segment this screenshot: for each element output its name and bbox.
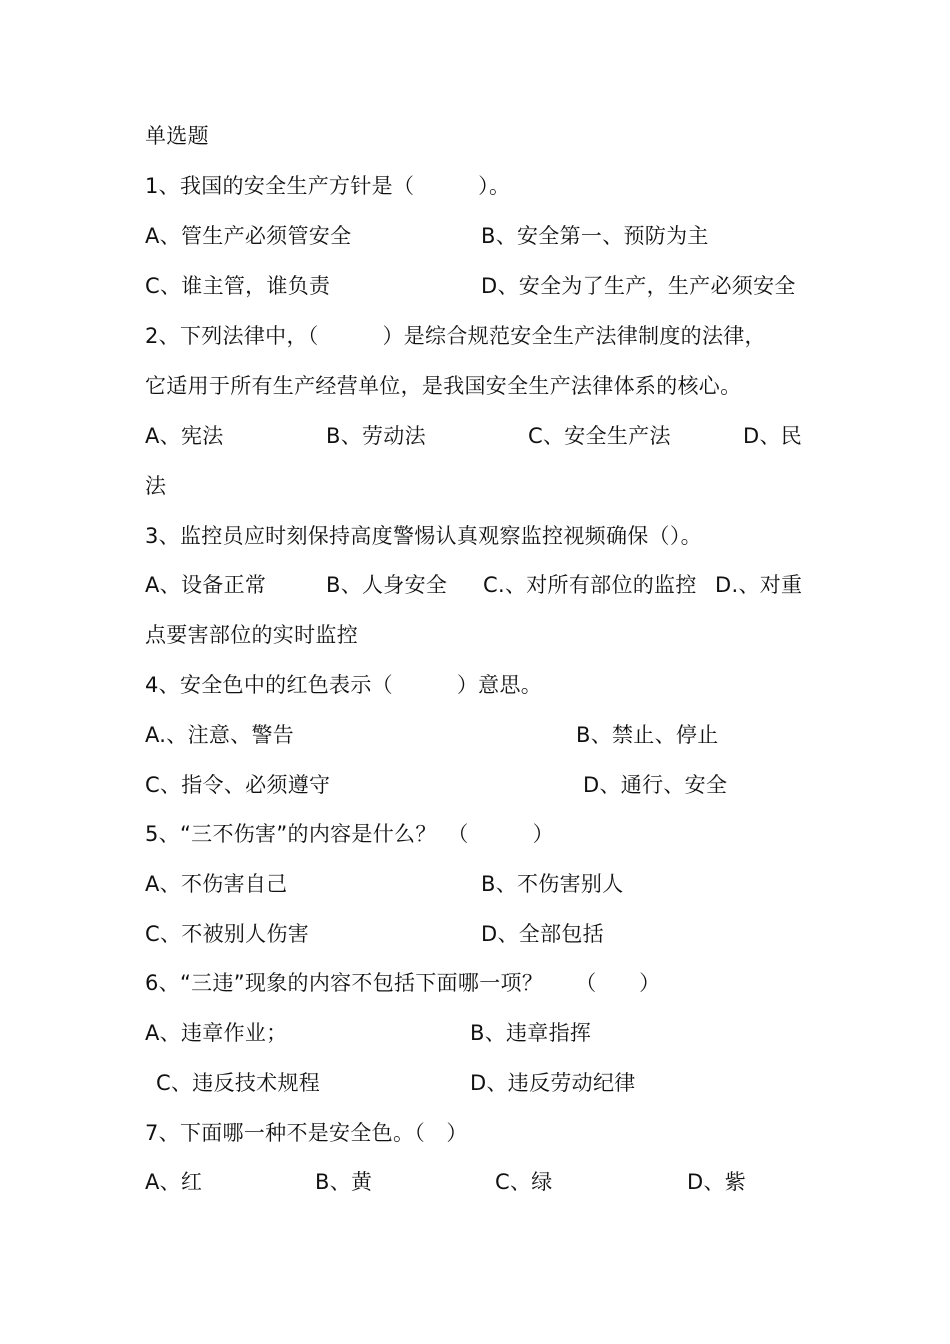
question-6-stem: 6、“三违”现象的内容不包括下面哪一项？ （ ） [145, 971, 661, 995]
question-1-option-b: B、安全第一、预防为主 [481, 224, 709, 248]
question-7-option-c: C、绿 [495, 1170, 553, 1194]
question-6-option-d: D、违反劳动纪律 [470, 1071, 636, 1095]
question-4-stem: 4、安全色中的红色表示（ ）意思。 [145, 673, 543, 697]
question-4-option-c: C、指令、必须遵守 [145, 773, 331, 797]
question-6-option-b: B、违章指挥 [470, 1021, 592, 1045]
question-4-option-b: B、禁止、停止 [576, 723, 719, 747]
question-3-option-d: D.、对重 [715, 573, 803, 597]
question-5-stem: 5、“三不伤害”的内容是什么？ （ ） [145, 822, 554, 846]
question-5-option-a: A、不伤害自己 [145, 872, 288, 896]
question-5-option-c: C、不被别人伤害 [145, 922, 310, 946]
question-1-stem: 1、我国的安全生产方针是（ ）。 [145, 174, 511, 198]
question-7-option-a: A、红 [145, 1170, 203, 1194]
question-6-option-a: A、违章作业； [145, 1021, 288, 1045]
question-2-option-a: A、宪法 [145, 424, 224, 448]
question-4-option-a: A.、注意、警告 [145, 723, 295, 747]
question-3-stem: 3、监控员应时刻保持高度警惕认真观察监控视频确保（）。 [145, 524, 702, 548]
question-3-option-a: A、设备正常 [145, 573, 267, 597]
question-2-option-d: D、民 [743, 424, 803, 448]
question-5-option-d: D、全部包括 [481, 922, 604, 946]
question-1-option-c: C、谁主管，谁负责 [145, 274, 331, 298]
question-2-option-d-continued: 法 [145, 474, 167, 498]
question-2-stem-line-2: 它适用于所有生产经营单位，是我国安全生产法律体系的核心。 [145, 374, 742, 398]
question-2-option-c: C、安全生产法 [528, 424, 671, 448]
question-3-option-d-continued: 点要害部位的实时监控 [145, 623, 358, 647]
question-7-option-d: D、紫 [687, 1170, 747, 1194]
question-3-option-b: B、人身安全 [326, 573, 448, 597]
question-3-option-c: C.、对所有部位的监控 [483, 573, 697, 597]
question-1-option-a: A、管生产必须管安全 [145, 224, 352, 248]
question-5-option-b: B、不伤害别人 [481, 872, 624, 896]
question-1-option-d: D、安全为了生产，生产必须安全 [481, 274, 796, 298]
section-title: 单选题 [145, 124, 209, 148]
question-4-option-d: D、通行、安全 [583, 773, 728, 797]
question-2-option-b: B、劳动法 [326, 424, 426, 448]
question-6-option-c: C、违反技术规程 [156, 1071, 321, 1095]
question-7-stem: 7、下面哪一种不是安全色。（ ） [145, 1121, 468, 1145]
question-2-stem-line-1: 2、下列法律中，（ ）是综合规范安全生产法律制度的法律， [145, 324, 766, 348]
question-7-option-b: B、黄 [315, 1170, 373, 1194]
